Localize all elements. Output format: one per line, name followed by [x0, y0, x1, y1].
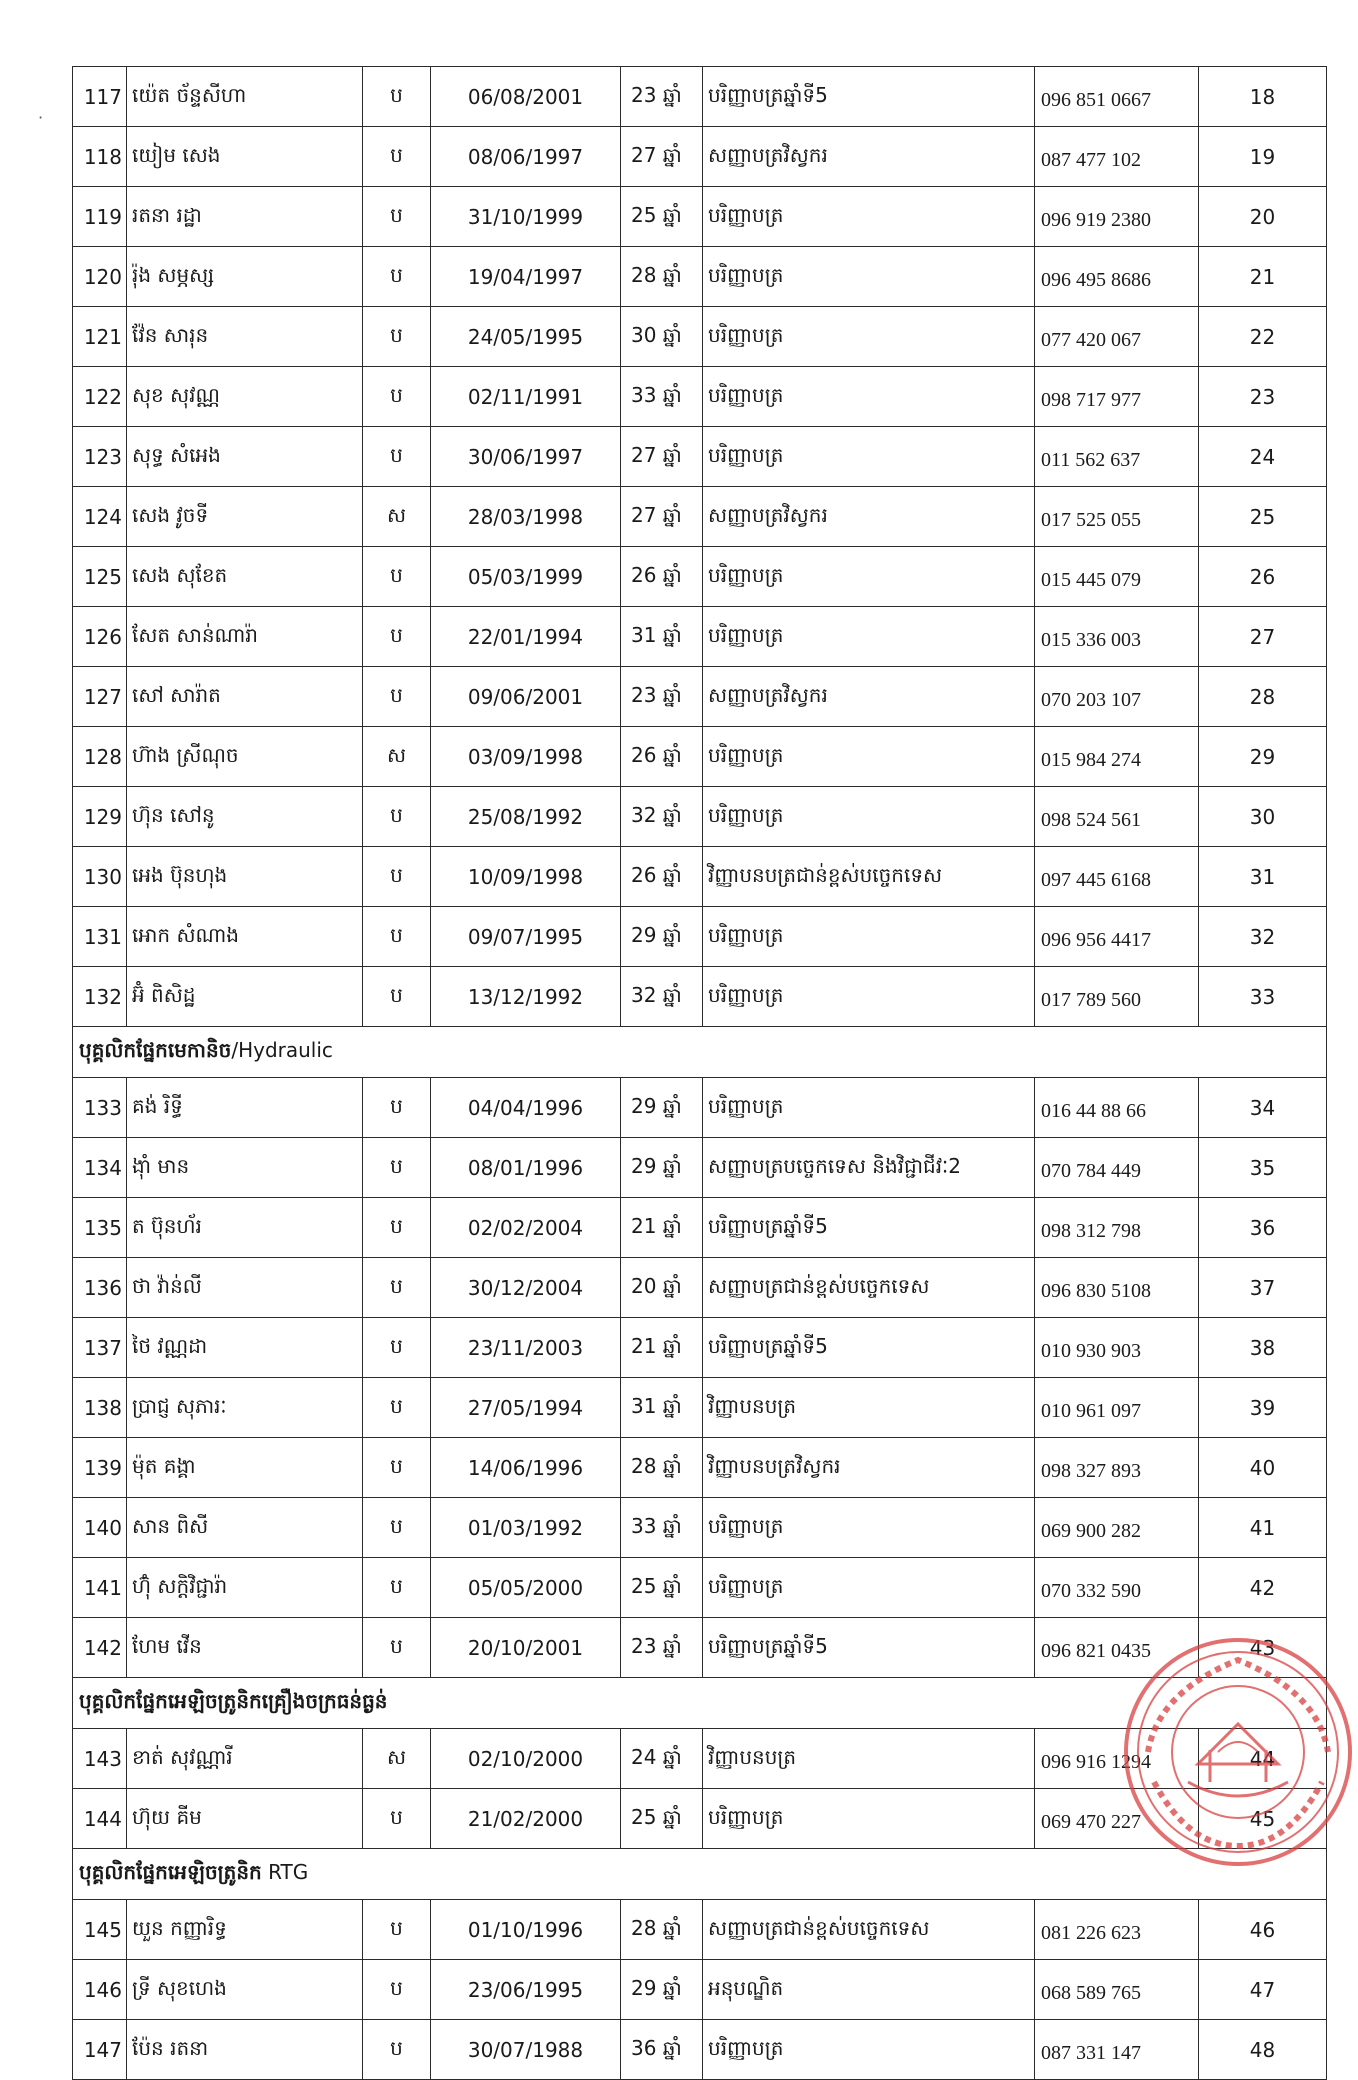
cell-tel: 096 495 8686 [1035, 247, 1199, 307]
section-header-row [73, 1027, 1327, 1078]
table-row [73, 547, 1327, 607]
cell-name: ថៃ វណ្ណដា [127, 1318, 363, 1378]
cell-sex: ប [363, 187, 431, 247]
table-row [73, 1378, 1327, 1438]
cell-no: 142 [73, 1618, 127, 1678]
cell-dob: 09/06/2001 [431, 667, 621, 727]
cell-edu: បរិញ្ញាបត្រឆ្នាំទី5 [703, 1198, 1035, 1258]
cell-sex: ប [363, 1318, 431, 1378]
cell-name: រ៉ុង សម្ភស្ស [127, 247, 363, 307]
cell-tel: 015 336 003 [1035, 607, 1199, 667]
cell-no: 134 [73, 1138, 127, 1198]
cell-edu: បរិញ្ញាបត្រ [703, 187, 1035, 247]
cell-edu: បរិញ្ញាបត្រឆ្នាំទី5 [703, 67, 1035, 127]
cell-edu: សញ្ញាបត្រជាន់ខ្ពស់បច្ចេកទេស [703, 1900, 1035, 1960]
cell-dob: 01/10/1996 [431, 1900, 621, 1960]
cell-edu: បរិញ្ញាបត្រ [703, 967, 1035, 1027]
cell-dob: 27/05/1994 [431, 1378, 621, 1438]
cell-name: ង៉ាំ មាន [127, 1138, 363, 1198]
cell-edu: បរិញ្ញាបត្រ [703, 787, 1035, 847]
cell-name: សែត សាន់ណារ៉ា [127, 607, 363, 667]
cell-dob: 05/05/2000 [431, 1558, 621, 1618]
cell-idx: 47 [1199, 1960, 1327, 2020]
cell-dob: 03/09/1998 [431, 727, 621, 787]
table-row [73, 487, 1327, 547]
section-header-row [73, 1678, 1327, 1729]
cell-sex: ប [363, 1258, 431, 1318]
cell-edu: វិញ្ញាបនបត្រជាន់ខ្ពស់បច្ចេកទេស [703, 847, 1035, 907]
cell-idx: 33 [1199, 967, 1327, 1027]
cell-no: 129 [73, 787, 127, 847]
cell-age: 23 ឆ្នាំ [621, 1618, 703, 1678]
table-row [73, 967, 1327, 1027]
cell-dob: 30/12/2004 [431, 1258, 621, 1318]
cell-tel: 070 203 107 [1035, 667, 1199, 727]
cell-no: 131 [73, 907, 127, 967]
cell-idx: 20 [1199, 187, 1327, 247]
table-row [73, 1789, 1327, 1849]
cell-idx: 35 [1199, 1138, 1327, 1198]
cell-name: ម៉ុត គង្គា [127, 1438, 363, 1498]
section-title-khmer: បុគ្គលិកផ្នែកមេកានិច [79, 1038, 232, 1062]
cell-idx: 23 [1199, 367, 1327, 427]
cell-age: 25 ឆ្នាំ [621, 187, 703, 247]
cell-dob: 01/03/1992 [431, 1498, 621, 1558]
cell-tel: 098 717 977 [1035, 367, 1199, 427]
cell-dob: 08/06/1997 [431, 127, 621, 187]
cell-no: 122 [73, 367, 127, 427]
cell-dob: 14/06/1996 [431, 1438, 621, 1498]
table-row [73, 787, 1327, 847]
cell-dob: 24/05/1995 [431, 307, 621, 367]
cell-name: ហែម វើន [127, 1618, 363, 1678]
cell-no: 147 [73, 2020, 127, 2080]
cell-tel: 098 327 893 [1035, 1438, 1199, 1498]
table-row [73, 667, 1327, 727]
cell-name: គង់ រិទ្ធី [127, 1078, 363, 1138]
cell-no: 140 [73, 1498, 127, 1558]
cell-dob: 04/04/1996 [431, 1078, 621, 1138]
cell-no: 130 [73, 847, 127, 907]
cell-sex: ប [363, 1078, 431, 1138]
cell-no: 125 [73, 547, 127, 607]
cell-no: 132 [73, 967, 127, 1027]
table-row [73, 367, 1327, 427]
cell-sex: ប [363, 667, 431, 727]
section-title-khmer: បុគ្គលិកផ្នែកអេឡិចត្រូនិកគ្រឿងចក្រធន់ធ្ងន់ [79, 1689, 388, 1713]
cell-tel: 069 470 227 [1035, 1789, 1199, 1849]
cell-name: សុខ សុវណ្ណ [127, 367, 363, 427]
cell-edu: បរិញ្ញាបត្រ [703, 547, 1035, 607]
cell-no: 145 [73, 1900, 127, 1960]
cell-no: 121 [73, 307, 127, 367]
cell-tel: 010 930 903 [1035, 1318, 1199, 1378]
table-row [73, 127, 1327, 187]
cell-sex: ស [363, 1729, 431, 1789]
cell-tel: 015 984 274 [1035, 727, 1199, 787]
cell-dob: 22/01/1994 [431, 607, 621, 667]
section-title [73, 1678, 1327, 1729]
cell-edu: បរិញ្ញាបត្រ [703, 1558, 1035, 1618]
cell-age: 27 ឆ្នាំ [621, 487, 703, 547]
cell-edu: សញ្ញាបត្របច្ចេកទេស និងវិជ្ជាជីវៈ2 [703, 1138, 1035, 1198]
cell-no: 139 [73, 1438, 127, 1498]
cell-edu: បរិញ្ញាបត្រឆ្នាំទី5 [703, 1618, 1035, 1678]
cell-age: 32 ឆ្នាំ [621, 787, 703, 847]
cell-dob: 09/07/1995 [431, 907, 621, 967]
table-row [73, 1258, 1327, 1318]
cell-idx: 19 [1199, 127, 1327, 187]
cell-sex: ប [363, 607, 431, 667]
cell-dob: 25/08/1992 [431, 787, 621, 847]
cell-no: 119 [73, 187, 127, 247]
cell-edu: បរិញ្ញាបត្រ [703, 367, 1035, 427]
table-row [73, 307, 1327, 367]
cell-age: 21 ឆ្នាំ [621, 1198, 703, 1258]
cell-tel: 096 916 1294 [1035, 1729, 1199, 1789]
cell-dob: 30/07/1988 [431, 2020, 621, 2080]
cell-idx: 46 [1199, 1900, 1327, 1960]
cell-tel: 015 445 079 [1035, 547, 1199, 607]
cell-sex: ប [363, 1960, 431, 2020]
cell-no: 124 [73, 487, 127, 547]
cell-age: 25 ឆ្នាំ [621, 1789, 703, 1849]
cell-age: 33 ឆ្នាំ [621, 1498, 703, 1558]
cell-name: ខាត់ សុវណ្ណារី [127, 1729, 363, 1789]
cell-sex: ប [363, 1438, 431, 1498]
cell-edu: បរិញ្ញាបត្រ [703, 307, 1035, 367]
table-row [73, 1078, 1327, 1138]
cell-name: សុទ្ធ សំអេង [127, 427, 363, 487]
table-row [73, 247, 1327, 307]
cell-name: សាន ពិសី [127, 1498, 363, 1558]
cell-no: 120 [73, 247, 127, 307]
cell-tel: 068 589 765 [1035, 1960, 1199, 2020]
cell-idx: 24 [1199, 427, 1327, 487]
cell-sex: ប [363, 427, 431, 487]
cell-sex: ប [363, 127, 431, 187]
cell-age: 32 ឆ្នាំ [621, 967, 703, 1027]
cell-sex: ស [363, 487, 431, 547]
cell-dob: 30/06/1997 [431, 427, 621, 487]
cell-tel: 070 784 449 [1035, 1138, 1199, 1198]
table-row [73, 427, 1327, 487]
section-title-latin: /Hydraulic [231, 1038, 333, 1062]
cell-dob: 02/10/2000 [431, 1729, 621, 1789]
cell-name: សេង សុខែត [127, 547, 363, 607]
cell-edu: សញ្ញាបត្រវិស្វករ [703, 487, 1035, 547]
cell-name: ទ្រី សុខហេង [127, 1960, 363, 2020]
cell-sex: ប [363, 67, 431, 127]
cell-no: 143 [73, 1729, 127, 1789]
cell-idx: 42 [1199, 1558, 1327, 1618]
cell-name: ថា វ៉ាន់លី [127, 1258, 363, 1318]
cell-edu: បរិញ្ញាបត្រ [703, 1078, 1035, 1138]
cell-sex: ប [363, 1558, 431, 1618]
cell-sex: ប [363, 847, 431, 907]
cell-name: យៀម សេង [127, 127, 363, 187]
table-row [73, 1198, 1327, 1258]
cell-name: ហ៊ុំ សក្តិវិជ្ជារ៉ា [127, 1558, 363, 1618]
cell-idx: 25 [1199, 487, 1327, 547]
cell-idx: 40 [1199, 1438, 1327, 1498]
cell-idx: 48 [1199, 2020, 1327, 2080]
cell-dob: 10/09/1998 [431, 847, 621, 907]
cell-tel: 017 789 560 [1035, 967, 1199, 1027]
cell-idx: 44 [1199, 1729, 1327, 1789]
cell-age: 29 ឆ្នាំ [621, 907, 703, 967]
cell-tel: 087 477 102 [1035, 127, 1199, 187]
cell-sex: ប [363, 1198, 431, 1258]
cell-idx: 41 [1199, 1498, 1327, 1558]
cell-age: 21 ឆ្នាំ [621, 1318, 703, 1378]
cell-edu: វិញ្ញាបនបត្រ [703, 1378, 1035, 1438]
cell-dob: 23/11/2003 [431, 1318, 621, 1378]
staff-list-sheet [72, 66, 1326, 2080]
cell-idx: 29 [1199, 727, 1327, 787]
cell-edu: បរិញ្ញាបត្រ [703, 907, 1035, 967]
cell-no: 138 [73, 1378, 127, 1438]
cell-sex: ប [363, 2020, 431, 2080]
cell-tel: 077 420 067 [1035, 307, 1199, 367]
cell-edu: បរិញ្ញាបត្រ [703, 1498, 1035, 1558]
cell-age: 33 ឆ្នាំ [621, 367, 703, 427]
section-header-row [73, 1849, 1327, 1900]
cell-dob: 05/03/1999 [431, 547, 621, 607]
cell-age: 28 ឆ្នាំ [621, 1438, 703, 1498]
cell-sex: ប [363, 1378, 431, 1438]
cell-edu: សញ្ញាបត្រជាន់ខ្ពស់បច្ចេកទេស [703, 1258, 1035, 1318]
cell-idx: 45 [1199, 1789, 1327, 1849]
cell-age: 20 ឆ្នាំ [621, 1258, 703, 1318]
cell-age: 26 ឆ្នាំ [621, 727, 703, 787]
table-row [73, 607, 1327, 667]
cell-tel: 096 851 0667 [1035, 67, 1199, 127]
cell-sex: ប [363, 547, 431, 607]
cell-edu: វិញ្ញាបនបត្រ [703, 1729, 1035, 1789]
cell-age: 25 ឆ្នាំ [621, 1558, 703, 1618]
cell-tel: 011 562 637 [1035, 427, 1199, 487]
cell-name: ប៉ែន រតនា [127, 2020, 363, 2080]
cell-idx: 39 [1199, 1378, 1327, 1438]
cell-tel: 010 961 097 [1035, 1378, 1199, 1438]
cell-sex: ប [363, 1618, 431, 1678]
cell-no: 118 [73, 127, 127, 187]
cell-tel: 096 821 0435 [1035, 1618, 1199, 1678]
cell-tel: 098 524 561 [1035, 787, 1199, 847]
cell-idx: 30 [1199, 787, 1327, 847]
table-row [73, 187, 1327, 247]
cell-tel: 087 331 147 [1035, 2020, 1199, 2080]
cell-tel: 096 956 4417 [1035, 907, 1199, 967]
cell-dob: 19/04/1997 [431, 247, 621, 307]
cell-name: យួន កញ្ញារិទ្ធ [127, 1900, 363, 1960]
cell-sex: ប [363, 1789, 431, 1849]
cell-edu: បរិញ្ញាបត្រ [703, 1789, 1035, 1849]
cell-no: 126 [73, 607, 127, 667]
cell-name: យ៉េត ច័ន្ទសីហា [127, 67, 363, 127]
cell-sex: ប [363, 1138, 431, 1198]
cell-age: 23 ឆ្នាំ [621, 667, 703, 727]
staff-table [72, 66, 1327, 2080]
cell-idx: 34 [1199, 1078, 1327, 1138]
cell-name: ហ៊ាង ស្រីណុច [127, 727, 363, 787]
cell-tel: 098 312 798 [1035, 1198, 1199, 1258]
cell-age: 30 ឆ្នាំ [621, 307, 703, 367]
cell-no: 137 [73, 1318, 127, 1378]
cell-edu: បរិញ្ញាបត្រ [703, 607, 1035, 667]
cell-name: សៅ សារ៉ាត [127, 667, 363, 727]
cell-name: វ៉ែន សារុន [127, 307, 363, 367]
cell-no: 135 [73, 1198, 127, 1258]
cell-name: ហ៊ុយ គីម [127, 1789, 363, 1849]
cell-no: 146 [73, 1960, 127, 2020]
section-title [73, 1027, 1327, 1078]
cell-tel: 081 226 623 [1035, 1900, 1199, 1960]
cell-no: 128 [73, 727, 127, 787]
cell-sex: ប [363, 1498, 431, 1558]
cell-idx: 36 [1199, 1198, 1327, 1258]
cell-edu: បរិញ្ញាបត្រឆ្នាំទី5 [703, 1318, 1035, 1378]
section-title-khmer: បុគ្គលិកផ្នែកអេឡិចត្រូនិក [79, 1860, 262, 1884]
table-row [73, 1960, 1327, 2020]
cell-tel: 016 44 88 66 [1035, 1078, 1199, 1138]
cell-edu: សញ្ញាបត្រវិស្វករ [703, 667, 1035, 727]
cell-name: សេង វូចទី [127, 487, 363, 547]
cell-name: ប្រាជ្ញ សុភារៈ [127, 1378, 363, 1438]
cell-age: 29 ឆ្នាំ [621, 1960, 703, 2020]
table-row [73, 1900, 1327, 1960]
cell-name: អោក សំណាង [127, 907, 363, 967]
cell-edu: អនុបណ្ឌិត [703, 1960, 1035, 2020]
table-row [73, 2020, 1327, 2080]
cell-idx: 18 [1199, 67, 1327, 127]
cell-idx: 22 [1199, 307, 1327, 367]
cell-sex: ប [363, 247, 431, 307]
section-title [73, 1849, 1327, 1900]
table-row [73, 1729, 1327, 1789]
cell-edu: បរិញ្ញាបត្រ [703, 727, 1035, 787]
table-row [73, 847, 1327, 907]
table-row [73, 1138, 1327, 1198]
table-row [73, 1318, 1327, 1378]
cell-name: រតនា រដ្ឋា [127, 187, 363, 247]
cell-edu: សញ្ញាបត្រវិស្វករ [703, 127, 1035, 187]
table-row [73, 907, 1327, 967]
table-row [73, 1618, 1327, 1678]
cell-idx: 43 [1199, 1618, 1327, 1678]
cell-name: ហ៊ុន សៅនូ [127, 787, 363, 847]
cell-age: 24 ឆ្នាំ [621, 1729, 703, 1789]
cell-no: 141 [73, 1558, 127, 1618]
cell-edu: បរិញ្ញាបត្រ [703, 2020, 1035, 2080]
cell-sex: ប [363, 907, 431, 967]
cell-age: 27 ឆ្នាំ [621, 427, 703, 487]
scan-speck: · [38, 108, 44, 127]
cell-age: 31 ឆ្នាំ [621, 1378, 703, 1438]
cell-age: 23 ឆ្នាំ [621, 67, 703, 127]
cell-dob: 23/06/1995 [431, 1960, 621, 2020]
section-title-latin: RTG [261, 1860, 309, 1884]
cell-no: 117 [73, 67, 127, 127]
cell-sex: ប [363, 967, 431, 1027]
cell-name: អ៊ំ ពិសិដ្ឋ [127, 967, 363, 1027]
cell-no: 144 [73, 1789, 127, 1849]
cell-dob: 02/11/1991 [431, 367, 621, 427]
cell-sex: ប [363, 307, 431, 367]
cell-no: 127 [73, 667, 127, 727]
cell-no: 123 [73, 427, 127, 487]
cell-name: អេង ប៊ុនហុង [127, 847, 363, 907]
cell-tel: 096 919 2380 [1035, 187, 1199, 247]
cell-idx: 28 [1199, 667, 1327, 727]
cell-sex: ស [363, 727, 431, 787]
cell-idx: 27 [1199, 607, 1327, 667]
cell-dob: 08/01/1996 [431, 1138, 621, 1198]
table-row [73, 1438, 1327, 1498]
table-row [73, 1498, 1327, 1558]
cell-age: 28 ឆ្នាំ [621, 247, 703, 307]
table-row [73, 727, 1327, 787]
cell-sex: ប [363, 1900, 431, 1960]
cell-tel: 097 445 6168 [1035, 847, 1199, 907]
cell-idx: 21 [1199, 247, 1327, 307]
cell-idx: 32 [1199, 907, 1327, 967]
cell-dob: 02/02/2004 [431, 1198, 621, 1258]
cell-edu: បរិញ្ញាបត្រ [703, 247, 1035, 307]
cell-name: ត ប៊ុនហ័រ [127, 1198, 363, 1258]
cell-edu: បរិញ្ញាបត្រ [703, 427, 1035, 487]
cell-idx: 26 [1199, 547, 1327, 607]
cell-idx: 37 [1199, 1258, 1327, 1318]
cell-dob: 21/02/2000 [431, 1789, 621, 1849]
cell-age: 31 ឆ្នាំ [621, 607, 703, 667]
cell-tel: 069 900 282 [1035, 1498, 1199, 1558]
cell-edu: វិញ្ញាបនបត្រវិស្វករ [703, 1438, 1035, 1498]
cell-tel: 017 525 055 [1035, 487, 1199, 547]
table-row [73, 1558, 1327, 1618]
cell-tel: 070 332 590 [1035, 1558, 1199, 1618]
cell-sex: ប [363, 367, 431, 427]
cell-age: 26 ឆ្នាំ [621, 547, 703, 607]
cell-age: 29 ឆ្នាំ [621, 1078, 703, 1138]
cell-dob: 31/10/1999 [431, 187, 621, 247]
cell-no: 133 [73, 1078, 127, 1138]
cell-dob: 20/10/2001 [431, 1618, 621, 1678]
cell-age: 27 ឆ្នាំ [621, 127, 703, 187]
cell-dob: 13/12/1992 [431, 967, 621, 1027]
cell-idx: 38 [1199, 1318, 1327, 1378]
cell-age: 26 ឆ្នាំ [621, 847, 703, 907]
cell-no: 136 [73, 1258, 127, 1318]
cell-age: 29 ឆ្នាំ [621, 1138, 703, 1198]
cell-tel: 096 830 5108 [1035, 1258, 1199, 1318]
cell-dob: 28/03/1998 [431, 487, 621, 547]
cell-dob: 06/08/2001 [431, 67, 621, 127]
cell-age: 28 ឆ្នាំ [621, 1900, 703, 1960]
cell-sex: ប [363, 787, 431, 847]
table-row [73, 67, 1327, 127]
cell-age: 36 ឆ្នាំ [621, 2020, 703, 2080]
cell-idx: 31 [1199, 847, 1327, 907]
